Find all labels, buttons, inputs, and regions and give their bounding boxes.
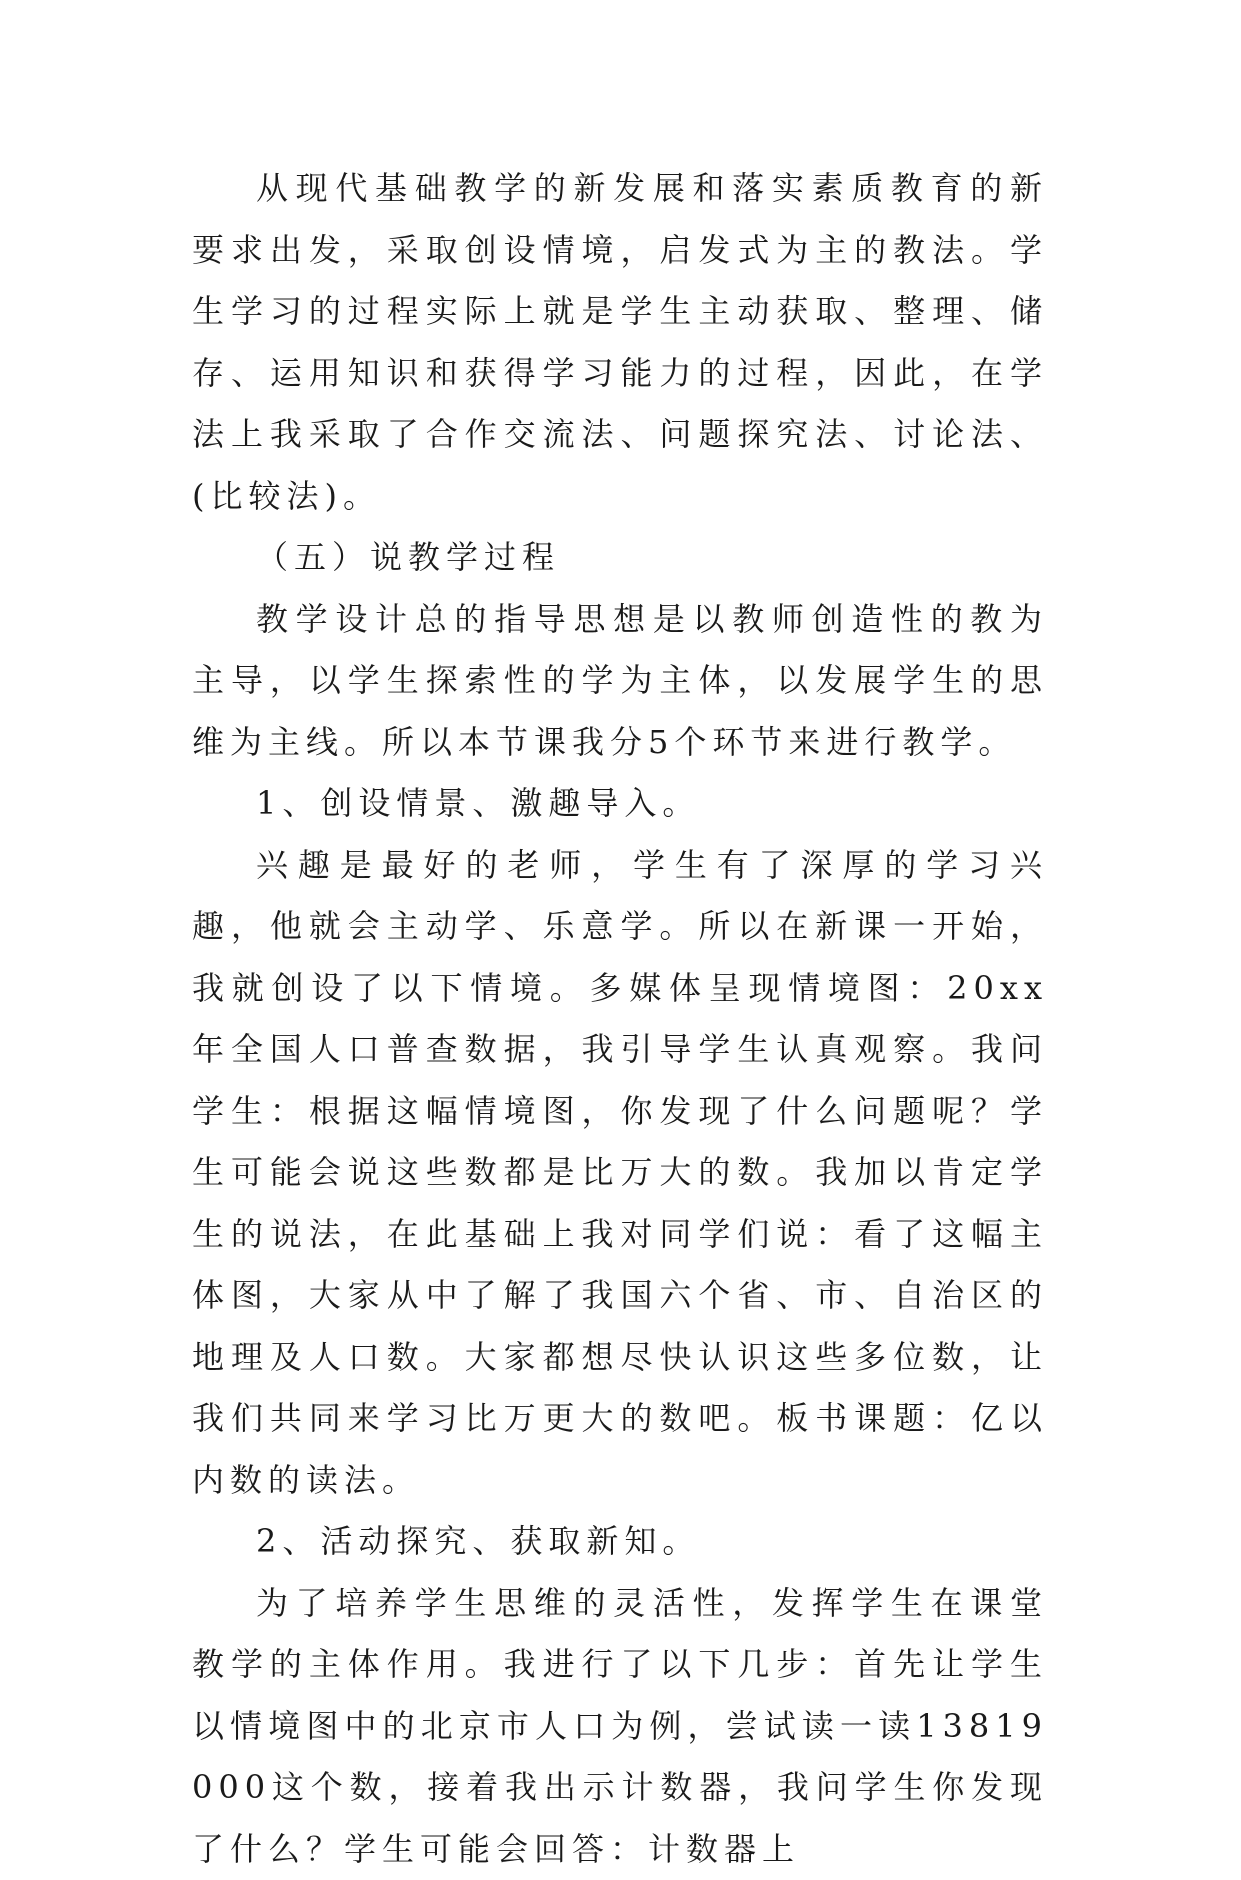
paragraph-guiding-idea: 教学设计总的指导思想是以教师创造性的教为主导，以学生探索性的学为主体，以发展学生的思维为主线。所以本节课我分5个环节来进行教学。: [192, 589, 1048, 774]
document-body: [192, 158, 1048, 1880]
step-heading-1: 1、创设情景、激趣导入。: [192, 773, 1048, 835]
paragraph-step-2: 为了培养学生思维的灵活性，发挥学生在课堂教学的主体作用。我进行了以下几步：首先让学生以情境图中的北京市人口为例，尝试读一读13819000这个数，接着我出示计数器，我问学生你发现了什么？学生可能会回答：计数器上: [192, 1573, 1048, 1880]
step-heading-2: 2、活动探究、获取新知。: [192, 1511, 1048, 1573]
paragraph-teaching-methods: 从现代基础教学的新发展和落实素质教育的新要求出发，采取创设情境，启发式为主的教法。学生学习的过程实际上就是学生主动获取、整理、储存、运用知识和获得学习能力的过程，因此，在学法上我采取了合作交流法、问题探究法、讨论法、(比较法)。: [192, 158, 1048, 527]
paragraph-step-1: 兴趣是最好的老师，学生有了深厚的学习兴趣，他就会主动学、乐意学。所以在新课一开始，我就创设了以下情境。多媒体呈现情境图：20xx年全国人口普查数据，我引导学生认真观察。我问学生：根据这幅情境图，你发现了什么问题呢？学生可能会说这些数都是比万大的数。我加以肯定学生的说法，在此基础上我对同学们说：看了这幅主体图，大家从中了解了我国六个省、市、自治区的地理及人口数。大家都想尽快认识这些多位数，让我们共同来学习比万更大的数吧。板书课题：亿以内数的读法。: [192, 835, 1048, 1512]
section-heading-teaching-process: （五）说教学过程: [192, 527, 1048, 589]
